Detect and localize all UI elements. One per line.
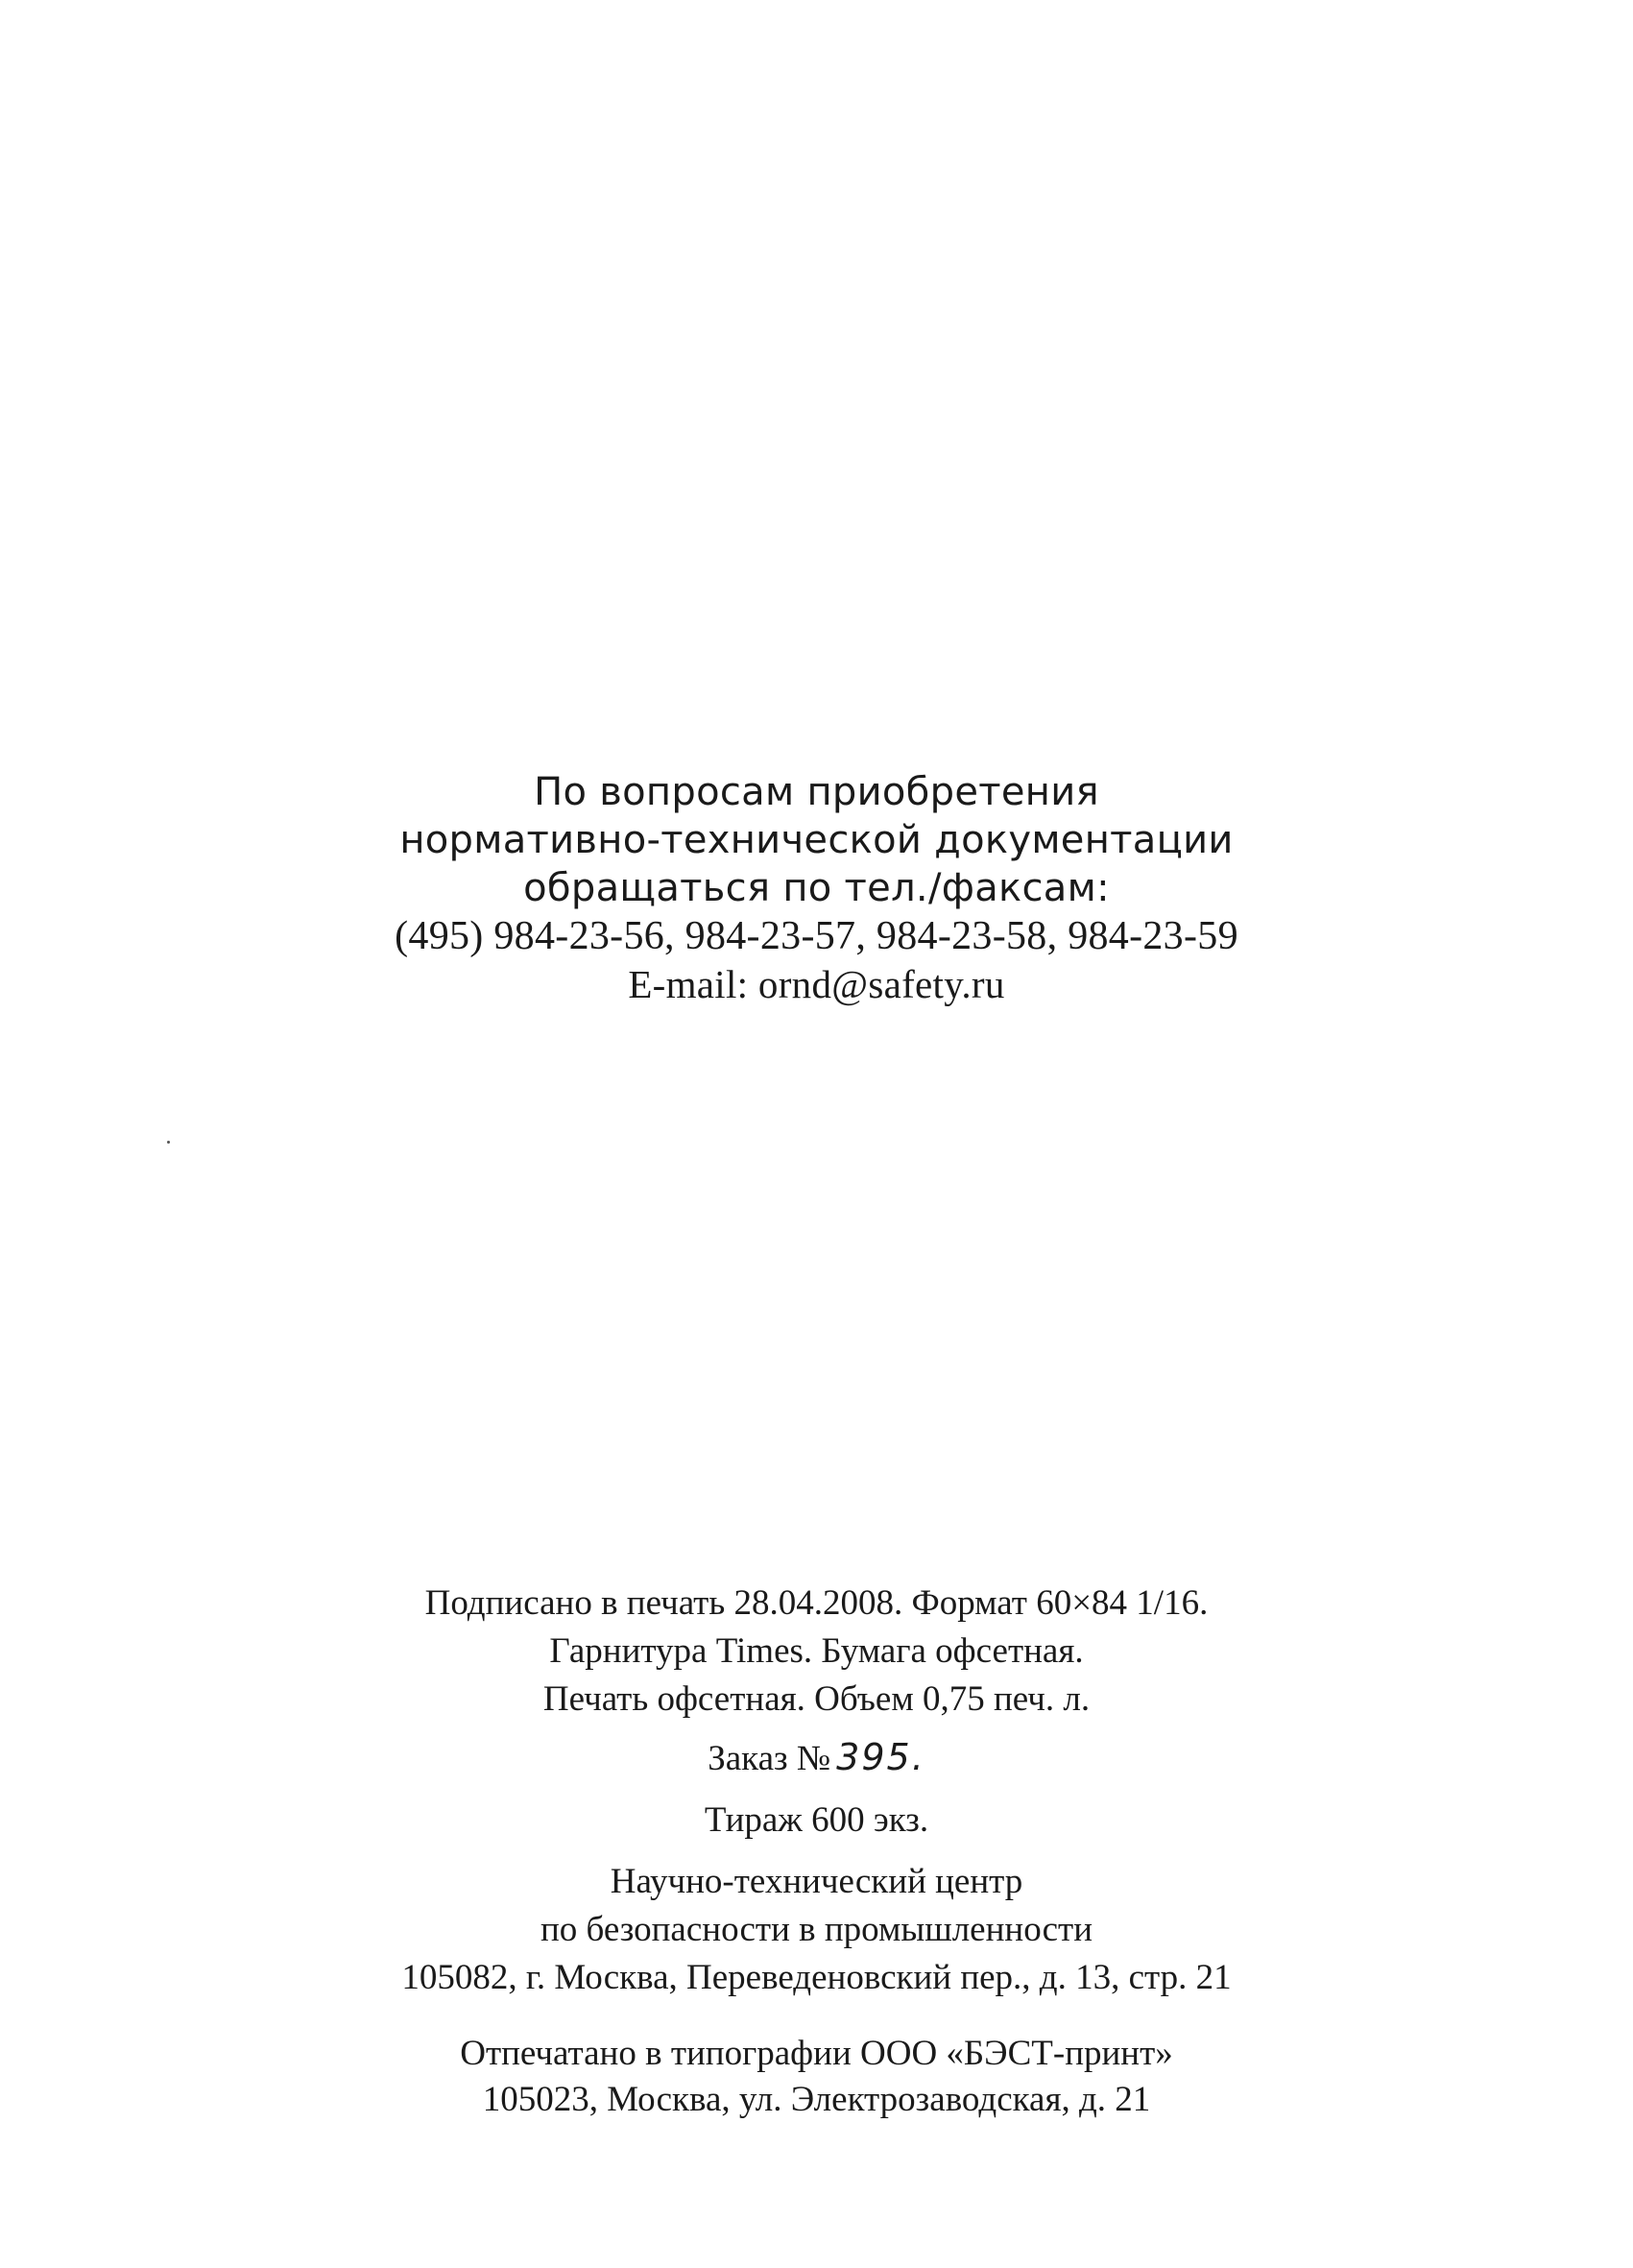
- imprint-order: [0, 1733, 1633, 1783]
- printer-line-1: Отпечатано в типографии ООО «БЭСТ-принт»: [460, 2034, 1173, 2073]
- printer-info: [0, 2031, 1633, 2123]
- contact-email: E-mail: ornd@safety.ru: [628, 962, 1005, 1006]
- order-label: Заказ №: [708, 1739, 831, 1778]
- order-number-handwritten: 395.: [836, 1736, 925, 1778]
- imprint-copies: Тираж 600 экз.: [704, 1800, 929, 1840]
- publisher-address: 105082, г. Москва, Переведеновский пер., д. 13, стр. 21: [401, 1958, 1232, 1997]
- contact-phones: (495) 984-23-56, 984-23-57, 984-23-58, 984-23-59: [395, 914, 1238, 958]
- imprint-typeface: Гарнитура Times. Бумага офсетная.: [549, 1631, 1084, 1671]
- imprint-signed: Подписано в печать 28.04.2008. Формат 60×84 1/16.: [424, 1583, 1209, 1623]
- contact-info: [0, 768, 1633, 1008]
- publisher-line-2: по безопасности в промышленности: [540, 1910, 1093, 1949]
- scan-speck: [167, 1141, 170, 1144]
- imprint-info: [0, 1580, 1633, 1845]
- imprint-printing: Печать офсетная. Объем 0,75 печ. л.: [542, 1679, 1091, 1719]
- publisher-line-1: Научно-технический центр: [610, 1862, 1023, 1901]
- publisher-info: [0, 1858, 1633, 2002]
- contact-line-2: нормативно-технической документации: [399, 818, 1234, 862]
- contact-line-3: обращаться по тел./факсам:: [523, 866, 1110, 910]
- printer-address: 105023, Москва, ул. Электрозаводская, д. 21: [482, 2080, 1151, 2119]
- contact-line-1: По вопросам приобретения: [534, 770, 1099, 814]
